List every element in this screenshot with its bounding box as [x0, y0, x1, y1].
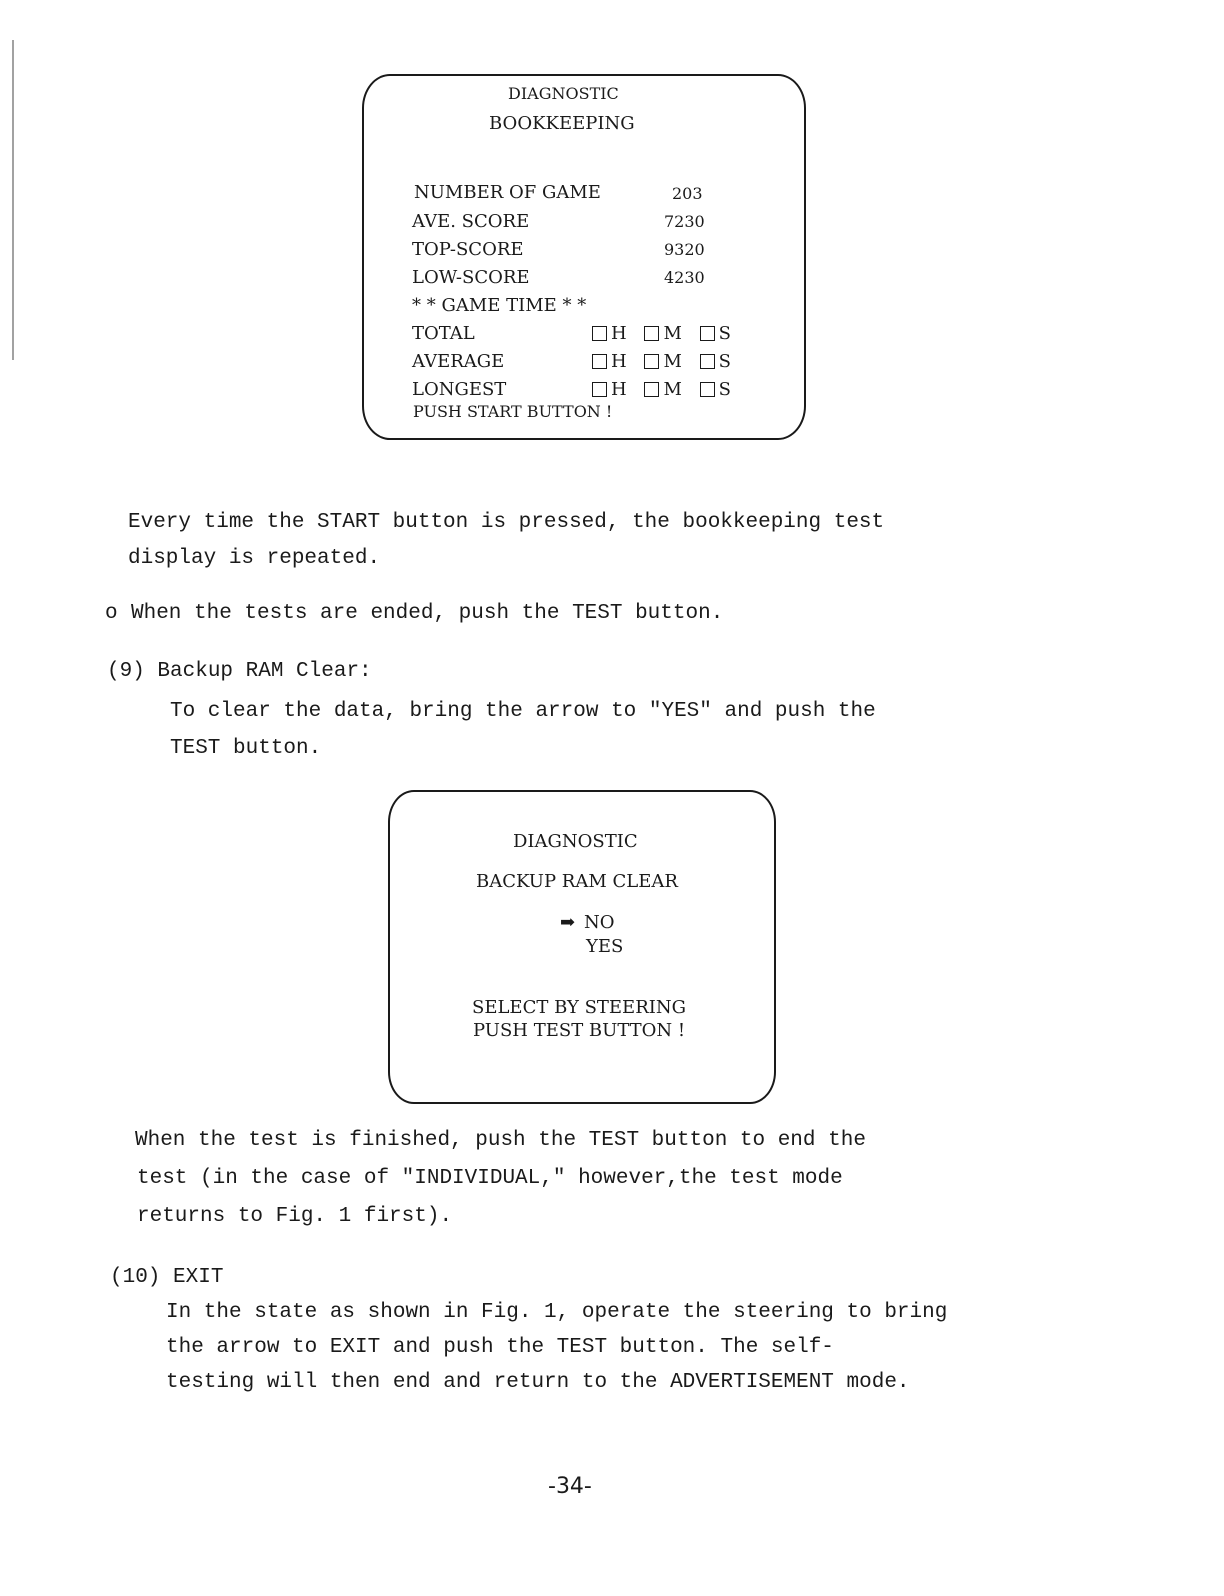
page-number: -34-: [548, 1474, 592, 1499]
section-9-title: (9) Backup RAM Clear:: [107, 660, 372, 683]
row-label-number-of-game: NUMBER OF GAME: [414, 182, 601, 203]
seconds-box: [700, 382, 715, 397]
time-label-longest: LONGEST: [412, 379, 507, 400]
bullet-text: When the tests are ended, push the TEST button.: [131, 602, 724, 625]
seconds-unit: S: [718, 379, 731, 400]
margin-scan-line: [12, 40, 14, 360]
row-label-top-score: TOP-SCORE: [412, 239, 524, 260]
time-label-total: TOTAL: [412, 323, 475, 344]
time-fields-total: [592, 325, 731, 343]
section-9-line-2: TEST button.: [170, 737, 322, 760]
option-yes: YES: [586, 936, 624, 957]
section-10-title: (10) EXIT: [110, 1266, 224, 1289]
time-fields-longest: [592, 381, 731, 399]
seconds-box: [700, 354, 715, 369]
paragraph-1-line-2: display is repeated.: [128, 547, 381, 570]
minutes-box: [644, 354, 659, 369]
row-label-low-score: LOW-SCORE: [412, 267, 530, 288]
seconds-unit: S: [718, 323, 731, 344]
minutes-box: [644, 382, 659, 397]
section-10-line-1: In the state as shown in Fig. 1, operate the steering to bring: [166, 1301, 948, 1324]
seconds-unit: S: [718, 351, 731, 372]
select-by-steering: SELECT BY STEERING: [472, 997, 686, 1018]
bullet-marker: o: [105, 602, 118, 625]
minutes-unit: M: [663, 323, 682, 344]
hours-box: [592, 326, 607, 341]
bookkeeping-title: BOOKKEEPING: [489, 113, 635, 134]
paragraph-2-line-1: When the test is finished, push the TEST button to end the: [135, 1129, 866, 1152]
row-value-top-score: 9320: [664, 240, 705, 259]
section-9-line-1: To clear the data, bring the arrow to "YES" and push the: [170, 700, 876, 723]
ram-title-diagnostic: DIAGNOSTIC: [513, 831, 638, 852]
row-label-ave-score: AVE. SCORE: [412, 211, 530, 232]
paragraph-2-line-3: returns to Fig. 1 first).: [137, 1205, 453, 1228]
ram-title: BACKUP RAM CLEAR: [476, 871, 678, 892]
hours-unit: H: [611, 323, 627, 344]
row-value-number-of-game: 203: [672, 184, 703, 203]
hours-box: [592, 354, 607, 369]
time-label-average: AVERAGE: [412, 351, 505, 372]
time-fields-average: [592, 353, 731, 371]
push-start-footer: PUSH START BUTTON !: [413, 402, 613, 421]
section-10-line-2: the arrow to EXIT and push the TEST button. The self-: [166, 1336, 834, 1359]
row-value-ave-score: 7230: [664, 212, 705, 231]
option-no: NO: [584, 912, 615, 933]
push-test-button: PUSH TEST BUTTON !: [473, 1020, 686, 1041]
hours-box: [592, 382, 607, 397]
hours-unit: H: [611, 351, 627, 372]
minutes-unit: M: [663, 351, 682, 372]
minutes-unit: M: [663, 379, 682, 400]
hours-unit: H: [611, 379, 627, 400]
game-time-header: * * GAME TIME * *: [412, 295, 587, 316]
bookkeeping-title-diagnostic: DIAGNOSTIC: [508, 84, 619, 103]
paragraph-2-line-2: test (in the case of "INDIVIDUAL," however,the test mode: [137, 1167, 843, 1190]
seconds-box: [700, 326, 715, 341]
minutes-box: [644, 326, 659, 341]
paragraph-1-line-1: Every time the START button is pressed, the bookkeeping test: [128, 511, 885, 534]
arrow-icon: ➡: [560, 912, 576, 933]
section-10-line-3: testing will then end and return to the ADVERTISEMENT mode.: [166, 1371, 910, 1394]
row-value-low-score: 4230: [664, 268, 705, 287]
